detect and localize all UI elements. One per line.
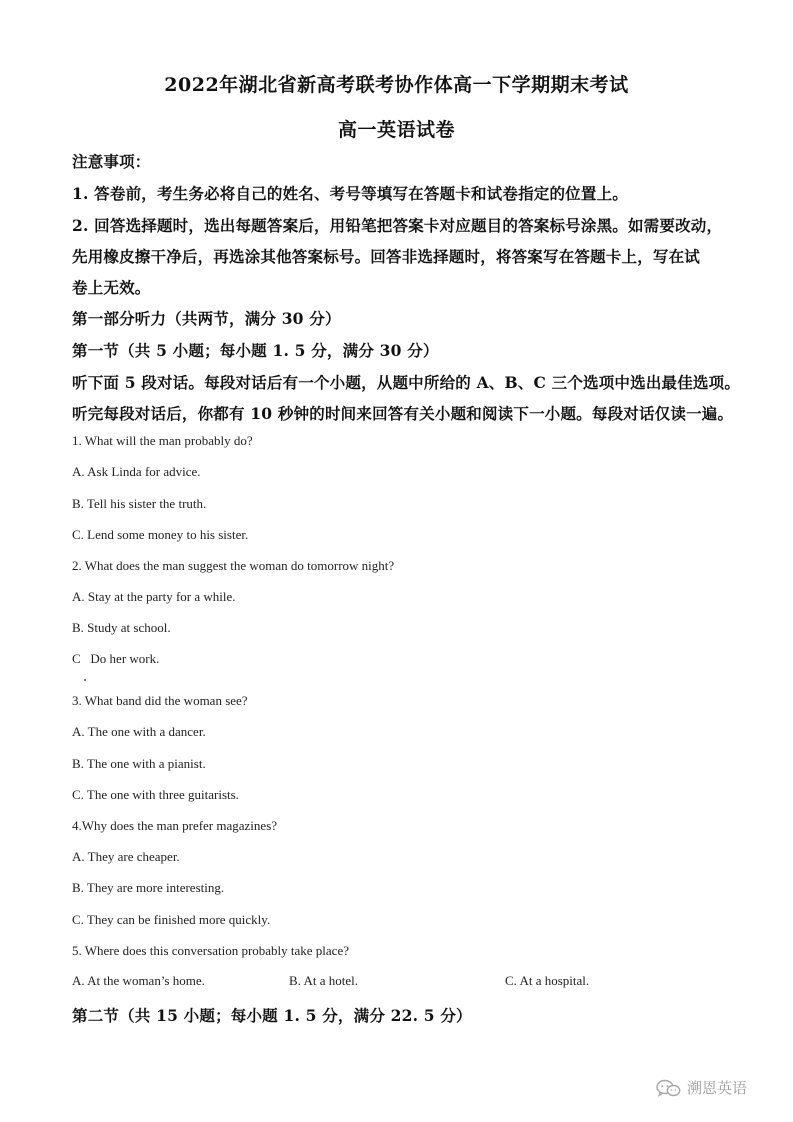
- page-subtitle: 高一英语试卷: [337, 119, 455, 141]
- question-3-stem: 3. What band did the woman see?: [72, 693, 248, 708]
- watermark: [655, 1077, 747, 1098]
- question-1-stem: 1. What will the man probably do?: [72, 433, 253, 448]
- question-1-option-c: C. Lend some money to his sister.: [72, 527, 249, 542]
- watermark-label: 溯恩英语: [687, 1079, 748, 1097]
- question-5-stem: 5. Where does this conversation probably take place?: [72, 943, 349, 958]
- wechat-icon: [655, 1078, 681, 1098]
- question-3-option-a: A. The one with a dancer.: [72, 724, 206, 739]
- section2-heading: 第二节（共 15 小题；每小题 1. 5 分，满分 22. 5 分）: [72, 1006, 472, 1025]
- question-5-option-b: B. At a hotel.: [289, 973, 358, 988]
- instruction-line-1: 听下面 5 段对话。每段对话后有一个小题，从题中所给的 A、B、C 三个选项中选出最佳选项。: [72, 373, 741, 392]
- question-3-option-c: C. The one with three guitarists.: [72, 787, 239, 802]
- question-5-option-a: A. At the woman’s home.: [72, 973, 205, 988]
- part1-heading: 第一部分听力（共两节，满分 30 分）: [72, 309, 341, 328]
- page-title: 2022年湖北省新高考联考协作体高一下学期期末考试: [164, 74, 629, 96]
- notes-item-2-line-2: 先用橡皮擦干净后，再选涂其他答案标号。回答非选择题时，将答案写在答题卡上，写在试: [72, 247, 701, 266]
- section1-heading: 第一节（共 5 小题；每小题 1. 5 分，满分 30 分）: [72, 341, 439, 360]
- question-4-option-a: A. They are cheaper.: [72, 849, 180, 864]
- question-5-option-c: C. At a hospital.: [505, 973, 590, 988]
- notes-item-2-line-3: 卷上无效。: [72, 278, 151, 297]
- scan-speck: [84, 679, 86, 681]
- question-2-option-c: C Do her work.: [72, 651, 160, 666]
- question-3-option-b: B. The one with a pianist.: [72, 756, 206, 771]
- question-4-option-c: C. They can be finished more quickly.: [72, 912, 271, 927]
- question-2-option-b: B. Study at school.: [72, 620, 171, 635]
- question-4-option-b: B. They are more interesting.: [72, 880, 225, 895]
- notes-item-2-line-1: 2. 回答选择题时，选出每题答案后，用铅笔把答案卡对应题目的答案标号涂黑。如需要改动，: [72, 216, 723, 235]
- instruction-line-2: 听完每段对话后，你都有 10 秒钟的时间来回答有关小题和阅读下一小题。每段对话仅读一遍。: [72, 404, 734, 423]
- question-1-option-b: B. Tell his sister the truth.: [72, 496, 207, 511]
- notes-item-1: 1. 答卷前，考生务必将自己的姓名、考号等填写在答题卡和试卷指定的位置上。: [72, 184, 628, 203]
- question-1-option-a: A. Ask Linda for advice.: [72, 464, 201, 479]
- question-2-option-a: A. Stay at the party for a while.: [72, 589, 236, 604]
- notes-heading: 注意事项：: [72, 152, 151, 171]
- question-2-stem: 2. What does the man suggest the woman do tomorrow night?: [72, 558, 395, 573]
- question-4-stem: 4.Why does the man prefer magazines?: [72, 818, 278, 833]
